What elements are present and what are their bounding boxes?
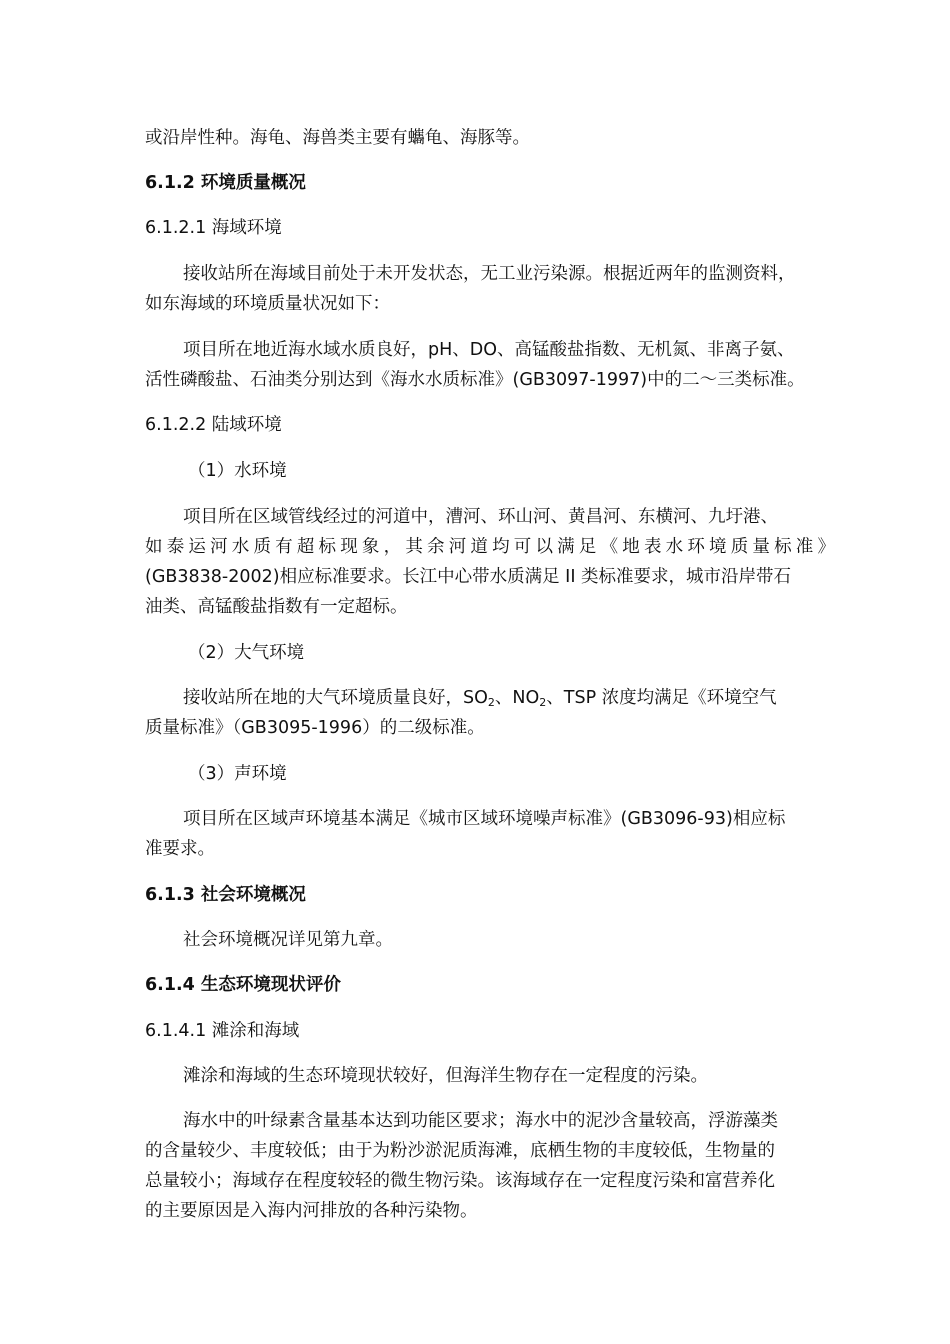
paragraph-line: 准要求。 <box>145 839 215 859</box>
subscript: 2 <box>539 696 547 709</box>
paragraph-line: 项目所在地近海水域水质良好，pH、DO、高锰酸盐指数、无机氮、非离子氨、 <box>183 340 795 360</box>
paragraph-line: 油类、高锰酸盐指数有一定超标。 <box>145 597 408 617</box>
paragraph-line: 项目所在区域声环境基本满足《城市区域环境噪声标准》(GB3096-93)相应标 <box>183 809 786 829</box>
paragraph-line: 接收站所在海域目前处于未开发状态，无工业污染源。根据近两年的监测资料， <box>183 264 796 284</box>
section-heading-6-1-2: 6.1.2 环境质量概况 <box>145 173 306 193</box>
paragraph-line: 活性磷酸盐、石油类分别达到《海水水质标准》(GB3097-1997)中的二～三类标准。 <box>145 370 805 390</box>
paragraph-line: 如东海域的环境质量状况如下： <box>145 294 390 314</box>
paragraph-line: 总量较小；海域存在程度较轻的微生物污染。该海域存在一定程度污染和富营养化 <box>145 1171 775 1191</box>
paragraph-line <box>183 685 777 716</box>
subsection-heading-6-1-4-1: 6.1.4.1 滩涂和海域 <box>145 1021 300 1041</box>
section-heading-6-1-3: 6.1.3 社会环境概况 <box>145 885 306 905</box>
paragraph-line: 海水中的叶绿素含量基本达到功能区要求；海水中的泥沙含量较高，浮游藻类 <box>183 1111 778 1131</box>
paragraph-line: 质量标准》（GB3095-1996）的二级标准。 <box>145 718 485 738</box>
text-run: 接收站所在地的大气环境质量良好，SO <box>183 688 488 708</box>
text-run: 、TSP 浓度均满足《环境空气 <box>546 688 777 708</box>
text-run: 、NO <box>494 688 540 708</box>
subsection-heading-6-1-2-1: 6.1.2.1 海域环境 <box>145 218 282 238</box>
paragraph-line: 社会环境概况详见第九章。 <box>183 930 393 950</box>
paragraph-line: 滩涂和海域的生态环境现状较好，但海洋生物存在一定程度的污染。 <box>183 1066 708 1086</box>
paragraph-line: 的含量较少、丰度较低；由于为粉沙淤泥质海滩，底栖生物的丰度较低，生物量的 <box>145 1141 775 1161</box>
paragraph-line: 如泰运河水质有超标现象，其余河道均可以满足《地表水环境质量标准》 <box>145 537 835 557</box>
paragraph-line: 的主要原因是入海内河排放的各种污染物。 <box>145 1201 478 1221</box>
item-heading-air: （2）大气环境 <box>188 643 305 663</box>
subsection-heading-6-1-2-2: 6.1.2.2 陆域环境 <box>145 415 282 435</box>
item-heading-noise: （3）声环境 <box>188 764 287 784</box>
paragraph-line: (GB3838-2002)相应标准要求。长江中心带水质满足 II 类标准要求，城市沿岸带石 <box>145 567 792 587</box>
paragraph-continuation: 或沿岸性种。海龟、海兽类主要有蠵龟、海豚等。 <box>145 128 530 148</box>
item-heading-water: （1）水环境 <box>188 461 287 481</box>
paragraph-line: 项目所在区域管线经过的河道中，漕河、环山河、黄昌河、东横河、九圩港、 <box>183 507 778 527</box>
section-heading-6-1-4: 6.1.4 生态环境现状评价 <box>145 975 341 995</box>
subscript: 2 <box>487 696 495 709</box>
